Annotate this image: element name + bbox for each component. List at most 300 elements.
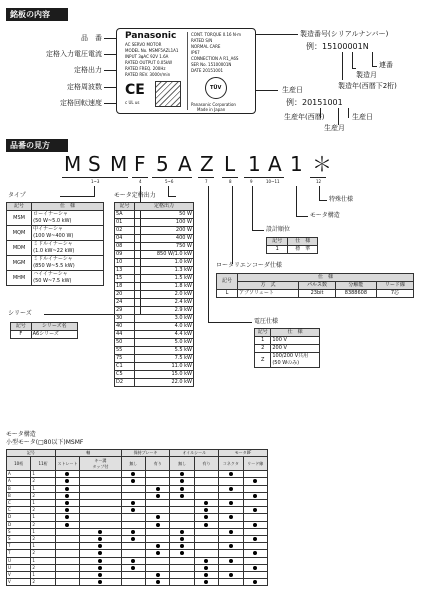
- struct-cell: [146, 564, 170, 571]
- output-code: 02: [115, 227, 135, 235]
- struct-cell: [121, 536, 145, 543]
- table-row: [115, 243, 194, 251]
- struct-code-11: 1: [31, 543, 55, 550]
- table-row: [7, 507, 268, 514]
- filled-dot-icon: [253, 566, 257, 570]
- output-code: 75: [115, 355, 135, 363]
- pos-5-6: 5~6: [165, 179, 174, 184]
- volt-code: 1: [255, 337, 271, 345]
- struct-cell: [243, 550, 267, 557]
- struct-sub-keyway: キー溝 タップ付: [80, 457, 121, 471]
- output-code: 40: [115, 323, 135, 331]
- serial-example: 例：15100001N: [306, 42, 369, 51]
- table-row: [217, 290, 414, 298]
- code-char-9: 1: [248, 152, 261, 176]
- struct-cell: [243, 528, 267, 535]
- table-row: [7, 528, 268, 535]
- filled-dot-icon: [180, 537, 184, 541]
- output-label: モータ定格出力: [114, 192, 156, 199]
- nameplate-madein: Made in Japan: [197, 107, 226, 112]
- output-code: C5: [115, 371, 135, 379]
- filled-dot-icon: [98, 530, 102, 534]
- label-rated-frequency: 定格周波数: [67, 83, 102, 91]
- table-row: [7, 492, 268, 499]
- type-code: MHM: [7, 271, 32, 286]
- nameplate-care: NORMAL CARE: [191, 44, 221, 49]
- struct-cell: [121, 485, 145, 492]
- table-row: [7, 550, 268, 557]
- table-row: [115, 219, 194, 227]
- filled-dot-icon: [204, 515, 208, 519]
- struct-cell: [219, 485, 243, 492]
- table-row: [7, 557, 268, 564]
- special-spec-label: 特殊仕様: [329, 196, 354, 203]
- struct-cell: [219, 471, 243, 478]
- struct-cell: [121, 492, 145, 499]
- date-example: 例：20151001: [286, 98, 343, 107]
- struct-cell: [80, 536, 121, 543]
- type-spec: ミドルイナーシャ (1.0 kW~22 kW): [32, 241, 104, 256]
- type-spec: ローイナーシャ (50 W~5.0 kW): [32, 211, 104, 226]
- code-char-2: S: [88, 152, 101, 176]
- struct-cell: [170, 579, 194, 586]
- struct-cell: [194, 528, 218, 535]
- output-value: 22.0 kW: [135, 379, 194, 387]
- filled-dot-icon: [98, 566, 102, 570]
- struct-cell: [194, 500, 218, 507]
- output-code: 13: [115, 267, 135, 275]
- struct-cell: [243, 471, 267, 478]
- nameplate-model-label: MODEL No.: [125, 48, 148, 53]
- nameplate: [116, 28, 256, 114]
- struct-cell: [170, 478, 194, 485]
- struct-code-11: 2: [31, 478, 55, 485]
- volt-col-code: 記号: [255, 329, 271, 337]
- table-row: [115, 291, 194, 299]
- struct-cell: [194, 507, 218, 514]
- struct-cell: [219, 500, 243, 507]
- output-code: 09: [115, 251, 135, 259]
- filled-dot-icon: [204, 508, 208, 512]
- enc-col-code: 記号: [217, 274, 238, 290]
- struct-cell: [55, 471, 79, 478]
- filled-dot-icon: [98, 559, 102, 563]
- struct-code-11: 1: [31, 471, 55, 478]
- filled-dot-icon: [131, 530, 135, 534]
- filled-dot-icon: [98, 537, 102, 541]
- filled-dot-icon: [65, 479, 69, 483]
- struct-code-11: 1: [31, 500, 55, 507]
- code-char-3: M: [110, 152, 128, 176]
- nameplate-rated-sn: RATED S/N: [191, 38, 213, 43]
- output-value: 15.0 kW: [135, 371, 194, 379]
- type-code: MGM: [7, 256, 32, 271]
- table-row: [7, 521, 268, 528]
- code-char-5: 5: [156, 152, 169, 176]
- output-code: 24: [115, 299, 135, 307]
- output-code: 18: [115, 283, 135, 291]
- struct-col-motor-if: モータI/F: [219, 450, 268, 457]
- series-label: シリーズ: [8, 310, 32, 317]
- struct-cell: [194, 579, 218, 586]
- struct-code-11: 2: [31, 507, 55, 514]
- table-row: [115, 211, 194, 219]
- filled-dot-icon: [156, 580, 160, 584]
- struct-cell: [55, 579, 79, 586]
- label-rated-output: 定格出力: [74, 66, 102, 74]
- struct-code-11: 2: [31, 521, 55, 528]
- filled-dot-icon: [229, 487, 233, 491]
- nameplate-product: AC SERVO MOTOR: [125, 42, 162, 47]
- output-code: 5A: [115, 211, 135, 219]
- type-code: MQM: [7, 226, 32, 241]
- struct-cell: [146, 557, 170, 564]
- struct-cell: [121, 478, 145, 485]
- nameplate-date: DATE 20151001: [191, 68, 224, 73]
- output-value: 5.0 kW: [135, 339, 194, 347]
- table-row: [115, 259, 194, 267]
- struct-sub-lead: リード線: [243, 457, 267, 471]
- struct-cell: [243, 507, 267, 514]
- struct-cell: [170, 543, 194, 550]
- struct-cell: [243, 543, 267, 550]
- table-row: [115, 363, 194, 371]
- series-col-name: シリーズ名: [31, 323, 77, 331]
- filled-dot-icon: [156, 551, 160, 555]
- struct-cell: [170, 528, 194, 535]
- series-name: A6シリーズ: [31, 331, 77, 339]
- encoder-table: [216, 273, 414, 298]
- type-label: タイプ: [8, 192, 26, 199]
- struct-cell: [80, 514, 121, 521]
- struct-cell: [219, 507, 243, 514]
- filled-dot-icon: [180, 472, 184, 476]
- struct-cell: [55, 492, 79, 499]
- nameplate-connection: CONNECTION A R1_A6S: [191, 56, 239, 61]
- struct-cell: [243, 557, 267, 564]
- struct-sub-seal-no: 無し: [170, 457, 194, 471]
- struct-code-11: 1: [31, 485, 55, 492]
- struct-cell: [170, 514, 194, 521]
- struct-cell: [219, 514, 243, 521]
- struct-sub-connector: コネクタ: [219, 457, 243, 471]
- struct-cell: [80, 492, 121, 499]
- struct-sub-10: 10桁: [7, 457, 31, 471]
- struct-cell: [146, 521, 170, 528]
- filled-dot-icon: [204, 523, 208, 527]
- prod-month-label: 生産月: [324, 124, 345, 132]
- struct-cell: [243, 485, 267, 492]
- section-part-number-title: 品番の見方: [6, 139, 68, 152]
- design-col-code: 記号: [267, 238, 288, 246]
- struct-cell: [194, 550, 218, 557]
- design-col-spec: 仕 様: [288, 238, 318, 246]
- table-row: [7, 485, 268, 492]
- filled-dot-icon: [156, 573, 160, 577]
- output-code: 20: [115, 291, 135, 299]
- struct-cell: [146, 550, 170, 557]
- volt-col-spec: 仕 様: [271, 329, 320, 337]
- table-row: [11, 331, 78, 339]
- nameplate-ip: IP67: [191, 50, 200, 55]
- output-code: 15: [115, 275, 135, 283]
- struct-col-brake: 保持ブレーキ: [121, 450, 170, 457]
- design-table: [266, 237, 318, 254]
- struct-cell: [80, 550, 121, 557]
- nameplate-corp: Panasonic Corporation: [191, 102, 236, 107]
- label-rated-speed: 定格回転速度: [60, 99, 102, 107]
- struct-sub-straight: ストレート: [55, 457, 79, 471]
- filled-dot-icon: [204, 566, 208, 570]
- struct-code-10: V: [7, 572, 31, 579]
- table-row: [115, 227, 194, 235]
- struct-col-code: 記号: [7, 450, 56, 457]
- struct-code-10: T: [7, 550, 31, 557]
- struct-code-11: 2: [31, 536, 55, 543]
- struct-cell: [219, 564, 243, 571]
- output-code: 04: [115, 235, 135, 243]
- filled-dot-icon: [229, 544, 233, 548]
- enc-code: L: [217, 290, 238, 298]
- struct-code-11: 2: [31, 564, 55, 571]
- nameplate-output-label: RATED OUTPUT: [125, 60, 156, 65]
- filled-dot-icon: [65, 494, 69, 498]
- struct-cell: [219, 579, 243, 586]
- struct-cell: [170, 485, 194, 492]
- design-spec: 標 準: [288, 246, 318, 254]
- struct-code-10: D: [7, 521, 31, 528]
- filled-dot-icon: [65, 508, 69, 512]
- struct-cell: [121, 528, 145, 535]
- filled-dot-icon: [98, 580, 102, 584]
- hatched-box: [155, 81, 181, 107]
- output-code: 30: [115, 315, 135, 323]
- label-rated-input: 定格入力電圧電流: [46, 50, 102, 58]
- struct-cell: [55, 521, 79, 528]
- struct-code-11: 1: [31, 514, 55, 521]
- ul-mark: c UL us: [125, 100, 140, 105]
- output-code: 50: [115, 339, 135, 347]
- filled-dot-icon: [204, 580, 208, 584]
- struct-cell: [55, 528, 79, 535]
- table-row: [115, 283, 194, 291]
- struct-code-11: 2: [31, 550, 55, 557]
- ce-mark: CE: [125, 82, 145, 98]
- nameplate-model-value: MSMF5AZL1A1: [148, 48, 179, 53]
- struct-cell: [55, 478, 79, 485]
- filled-dot-icon: [65, 501, 69, 505]
- struct-cell: [146, 471, 170, 478]
- filled-dot-icon: [180, 487, 184, 491]
- pos-7: 7: [205, 179, 208, 184]
- voltage-label: 電圧仕様: [254, 318, 279, 325]
- design-code: 1: [267, 246, 288, 254]
- pos-8: 8: [229, 179, 232, 184]
- struct-cell: [243, 514, 267, 521]
- output-value: 1.5 kW: [135, 275, 194, 283]
- struct-cell: [194, 543, 218, 550]
- struct-cell: [194, 564, 218, 571]
- series-code: F: [11, 331, 32, 339]
- struct-sub-11: 11桁: [31, 457, 55, 471]
- struct-sub-brake-yes: 有り: [146, 457, 170, 471]
- struct-cell: [170, 572, 194, 579]
- struct-cell: [170, 507, 194, 514]
- pos-10-11: 10~11: [266, 179, 280, 184]
- struct-cell: [146, 492, 170, 499]
- struct-cell: [194, 557, 218, 564]
- filled-dot-icon: [65, 515, 69, 519]
- struct-cell: [121, 543, 145, 550]
- table-row: [255, 337, 320, 345]
- table-row: [115, 315, 194, 323]
- nameplate-input-label: INPUT: [125, 54, 137, 59]
- filled-dot-icon: [204, 559, 208, 563]
- volt-spec: 200 V: [271, 345, 320, 353]
- table-row: [255, 353, 320, 368]
- filled-dot-icon: [253, 523, 257, 527]
- filled-dot-icon: [180, 494, 184, 498]
- struct-code-10: C: [7, 507, 31, 514]
- table-row: [7, 514, 268, 521]
- enc-wires: 7芯: [376, 290, 413, 298]
- prod-day-label: 生産日: [352, 113, 373, 121]
- struct-cell: [170, 564, 194, 571]
- struct-cell: [121, 521, 145, 528]
- table-row: [115, 307, 194, 315]
- output-code: 29: [115, 307, 135, 315]
- filled-dot-icon: [253, 508, 257, 512]
- struct-code-10: U: [7, 564, 31, 571]
- code-char-4: F: [134, 152, 146, 176]
- output-code: 10: [115, 259, 135, 267]
- output-value: 11.0 kW: [135, 363, 194, 371]
- struct-cell: [55, 564, 79, 571]
- filled-dot-icon: [65, 472, 69, 476]
- struct-cell: [243, 500, 267, 507]
- filled-dot-icon: [180, 544, 184, 548]
- nameplate-serial: SER No. 15100001N: [191, 62, 232, 67]
- struct-cell: [80, 564, 121, 571]
- filled-dot-icon: [180, 530, 184, 534]
- struct-cell: [146, 478, 170, 485]
- output-table: [114, 202, 194, 387]
- table-row: [115, 235, 194, 243]
- struct-cell: [194, 471, 218, 478]
- filled-dot-icon: [229, 472, 233, 476]
- table-row: [115, 251, 194, 259]
- struct-cell: [170, 471, 194, 478]
- struct-sub-brake-no: 無し: [121, 457, 145, 471]
- struct-col-shaft: 軸: [55, 450, 121, 457]
- output-value: 7.5 kW: [135, 355, 194, 363]
- filled-dot-icon: [131, 472, 135, 476]
- filled-dot-icon: [253, 537, 257, 541]
- table-row: [267, 246, 318, 254]
- struct-cell: [146, 572, 170, 579]
- struct-cell: [219, 528, 243, 535]
- struct-cell: [80, 572, 121, 579]
- struct-cell: [243, 521, 267, 528]
- struct-code-11: 2: [31, 579, 55, 586]
- struct-cell: [80, 543, 121, 550]
- type-spec: 中イナーシャ (100 W~400 W): [32, 226, 104, 241]
- enc-col-wires: リード線: [376, 282, 413, 290]
- struct-cell: [80, 528, 121, 535]
- struct-cell: [55, 514, 79, 521]
- nameplate-freq-value: 200Hz: [152, 66, 166, 71]
- type-table: [6, 202, 104, 286]
- type-spec: ミドルイナーシャ (850 W~5.5 kW): [32, 256, 104, 271]
- struct-cell: [243, 564, 267, 571]
- struct-code-11: 1: [31, 572, 55, 579]
- struct-cell: [80, 579, 121, 586]
- output-value: 400 W: [135, 235, 194, 243]
- table-row: [7, 572, 268, 579]
- filled-dot-icon: [229, 515, 233, 519]
- output-code: 44: [115, 331, 135, 339]
- struct-cell: [121, 564, 145, 571]
- output-code: 55: [115, 347, 135, 355]
- output-value: 750 W: [135, 243, 194, 251]
- struct-cell: [194, 536, 218, 543]
- struct-cell: [194, 478, 218, 485]
- output-value: 4.4 kW: [135, 331, 194, 339]
- struct-cell: [194, 514, 218, 521]
- filled-dot-icon: [229, 501, 233, 505]
- struct-cell: [219, 550, 243, 557]
- table-row: [7, 211, 104, 226]
- struct-cell: [80, 557, 121, 564]
- struct-sub-seal-yes: 有り: [194, 457, 218, 471]
- struct-cell: [55, 485, 79, 492]
- volt-code: Z: [255, 353, 271, 368]
- filled-dot-icon: [180, 479, 184, 483]
- struct-code-10: T: [7, 543, 31, 550]
- filled-dot-icon: [229, 530, 233, 534]
- struct-cell: [243, 478, 267, 485]
- struct-code-10: D: [7, 514, 31, 521]
- structure-label: モータ構造: [310, 212, 340, 219]
- output-code: 01: [115, 219, 135, 227]
- type-col-code: 記号: [7, 203, 32, 211]
- series-table: [10, 322, 78, 339]
- table-row: [7, 241, 104, 256]
- struct-cell: [146, 543, 170, 550]
- code-char-8: L: [224, 152, 236, 176]
- nameplate-rev-value: 3000r/min: [149, 72, 171, 77]
- pos-1-3: 1~3: [91, 179, 100, 184]
- struct-cell: [170, 500, 194, 507]
- filled-dot-icon: [98, 551, 102, 555]
- section-nameplate-title: 銘板の内容: [6, 8, 68, 21]
- struct-cell: [170, 536, 194, 543]
- struct-cell: [55, 543, 79, 550]
- structure-section-subtitle: 小型モータ(□80以下)MSMF: [6, 439, 84, 446]
- enc-method: アブソリュート: [238, 290, 299, 298]
- pos-4: 4: [139, 179, 142, 184]
- table-row: [7, 256, 104, 271]
- structure-table: [6, 449, 268, 586]
- output-value: 50 W: [135, 211, 194, 219]
- table-row: [7, 579, 268, 586]
- struct-cell: [219, 492, 243, 499]
- struct-cell: [121, 579, 145, 586]
- prod-year-label: 生産年(西暦): [284, 113, 325, 121]
- filled-dot-icon: [156, 523, 160, 527]
- filled-dot-icon: [131, 537, 135, 541]
- struct-code-10: V: [7, 579, 31, 586]
